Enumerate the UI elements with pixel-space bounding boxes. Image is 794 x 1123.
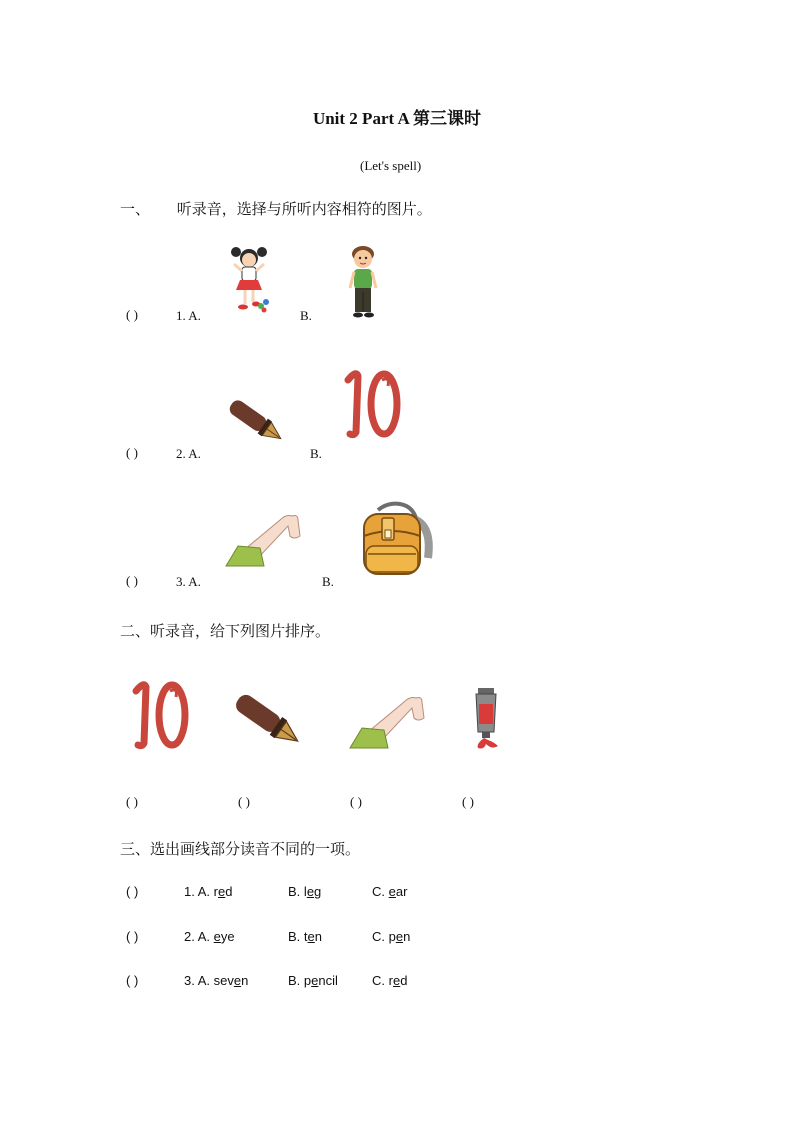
pen-icon [224, 398, 290, 446]
question-row [184, 884, 232, 899]
page-title: Unit 2 Part A 第三课时 [312, 109, 482, 128]
option-c: C. pen [372, 929, 411, 944]
pen-icon [228, 692, 310, 750]
answer-paren[interactable]: ( ) [126, 445, 138, 460]
option-a: A. seven [197, 973, 249, 988]
option-c: C. red [372, 973, 408, 988]
question-row [184, 929, 235, 944]
option-b: B. leg [288, 884, 322, 899]
answer-paren[interactable]: ( ) [126, 884, 139, 899]
question-number: 3. [184, 973, 195, 988]
option-a: A. eye [197, 929, 235, 944]
option-b-label: B. [300, 308, 312, 323]
option-a: A. red [197, 884, 233, 899]
section3-heading: 三、选出画线部分读音不同的一项。 [120, 840, 361, 858]
paint-tube-icon [468, 688, 504, 752]
answer-paren[interactable]: ( ) [126, 307, 138, 322]
section1-number: 一、 [120, 200, 151, 218]
option-b-label: B. [322, 574, 334, 589]
answer-paren[interactable]: ( ) [126, 794, 138, 809]
number-ten-icon [130, 676, 192, 752]
leg-icon [348, 688, 428, 750]
option-c: C. ear [372, 884, 408, 899]
option-a-label: 3. A. [176, 574, 201, 589]
answer-paren[interactable]: ( ) [462, 794, 474, 809]
number-ten-icon [342, 366, 404, 440]
option-b: B. pencil [288, 973, 338, 988]
leg-icon [224, 506, 304, 568]
section1-heading [120, 198, 432, 219]
option-b-label: B. [310, 446, 322, 461]
question-number: 2. [184, 929, 195, 944]
answer-paren[interactable]: ( ) [238, 794, 250, 809]
section1-heading-text: 听录音，选择与所听内容相符的图片。 [176, 200, 432, 218]
option-b: B. ten [288, 929, 323, 944]
question-row [184, 973, 248, 988]
girl-icon [226, 244, 272, 314]
answer-paren[interactable]: ( ) [126, 973, 139, 988]
backpack-icon [358, 502, 434, 578]
answer-paren[interactable]: ( ) [126, 573, 138, 588]
boy-icon [344, 244, 382, 320]
answer-paren[interactable]: ( ) [126, 929, 139, 944]
option-a-label: 1. A. [176, 308, 201, 323]
option-a-label: 2. A. [176, 446, 201, 461]
section2-heading: 二、听录音，给下列图片排序。 [120, 622, 331, 640]
question-number: 1. [184, 884, 195, 899]
page-subtitle: (Let's spell) [360, 158, 422, 173]
answer-paren[interactable]: ( ) [350, 794, 362, 809]
